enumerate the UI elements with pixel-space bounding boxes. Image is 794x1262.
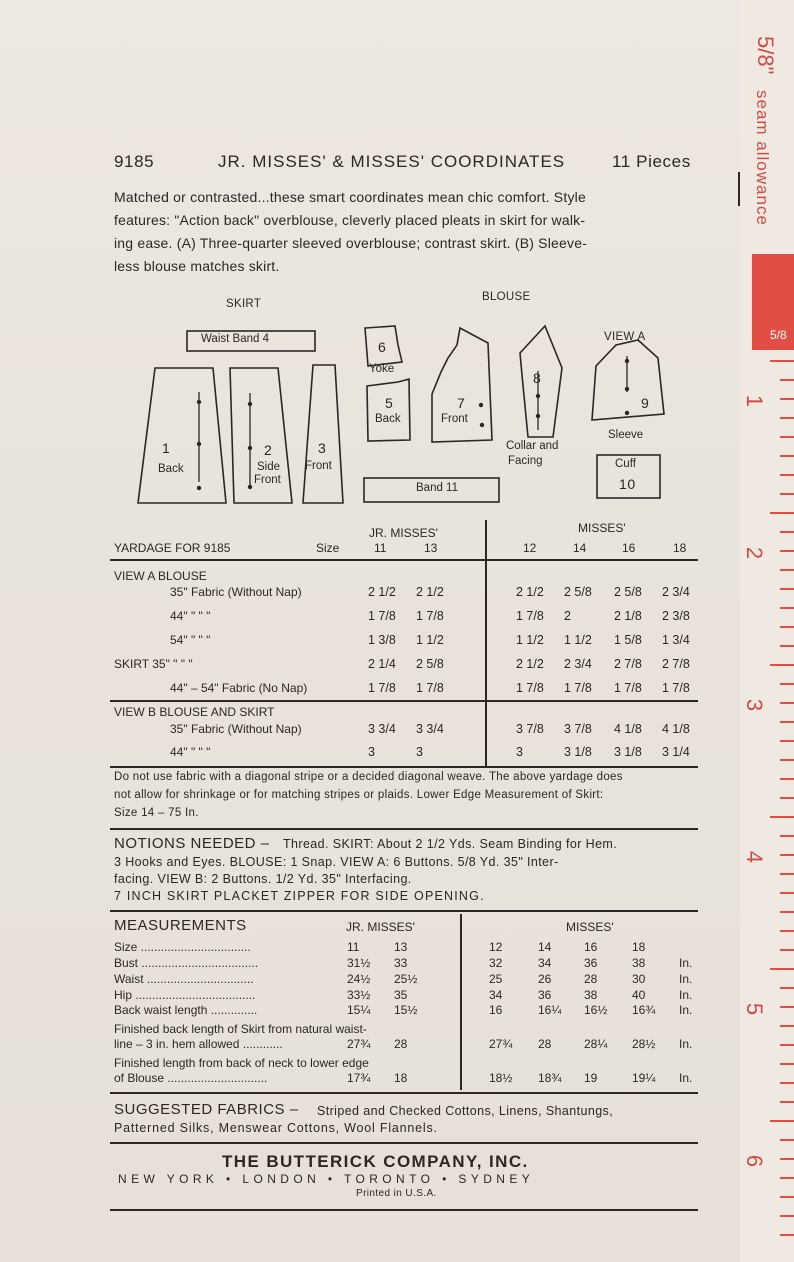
- piece-number: 5: [385, 395, 394, 411]
- measure-value: 16¾: [632, 1003, 656, 1017]
- ruler-number-3: 3: [742, 698, 768, 712]
- yardage-row-label: 35" Fabric (Without Nap): [170, 722, 302, 736]
- misses-heading: MISSES': [578, 521, 626, 535]
- measure-value: 13: [394, 940, 408, 954]
- ruler-tick: [780, 417, 794, 419]
- measure-value: 19: [584, 1071, 598, 1085]
- measurements-heading: MEASUREMENTS: [114, 917, 247, 934]
- ruler-tick: [780, 436, 794, 438]
- ruler-tick: [780, 892, 794, 894]
- measure-value: 16: [489, 1003, 503, 1017]
- measure-value: 25: [489, 972, 503, 986]
- size-header: 11: [374, 541, 387, 555]
- divider: [110, 910, 698, 912]
- measure-value: 28¼: [584, 1037, 608, 1051]
- yardage-value: 1 7/8: [516, 609, 544, 623]
- piece-number: 10: [619, 476, 636, 492]
- measure-unit: In.: [679, 1003, 693, 1017]
- ruler-tick: [780, 1177, 794, 1179]
- piece-label: Cuff: [615, 458, 636, 470]
- yardage-value: 3 3/4: [368, 722, 396, 736]
- ruler-tick: [780, 854, 794, 856]
- divider: [110, 1209, 698, 1211]
- piece-count: 11 Pieces: [612, 152, 691, 171]
- ruler-tick: [780, 588, 794, 590]
- skirt-front-piece: [303, 365, 343, 503]
- measure-unit: In.: [679, 956, 693, 970]
- piece-number: 6: [378, 339, 387, 355]
- measure-unit: In.: [679, 972, 693, 986]
- piece-label: Yoke: [369, 363, 395, 375]
- piece-label: Front: [305, 460, 332, 472]
- ruler-tick: [780, 949, 794, 951]
- ruler-tick: [780, 474, 794, 476]
- size-header: 12: [523, 541, 537, 555]
- piece-label: Side: [257, 461, 281, 473]
- piece-number: 1: [162, 440, 171, 456]
- section-title: VIEW B BLOUSE AND SKIRT: [114, 705, 275, 719]
- yardage-value: 1 5/8: [614, 633, 642, 647]
- measure-value: 33½: [347, 988, 371, 1002]
- ruler-number-4: 4: [742, 850, 768, 864]
- measure-value: 35: [394, 988, 408, 1002]
- view-a-label: VIEW A: [604, 331, 646, 343]
- yardage-value: 3: [416, 745, 423, 759]
- measure-value: 15½: [394, 1003, 418, 1017]
- piece-label: Front: [254, 474, 281, 486]
- company-cities: NEW YORK • LONDON • TORONTO • SYDNEY: [118, 1172, 535, 1186]
- printed-in: Printed in U.S.A.: [356, 1188, 437, 1199]
- divider: [110, 1142, 698, 1144]
- yardage-value: 2 7/8: [662, 657, 690, 671]
- measure-value: 24½: [347, 972, 371, 986]
- divider: [110, 766, 698, 768]
- yardage-row-label: 54" " " ": [170, 633, 211, 647]
- measure-value: 18¾: [538, 1071, 562, 1085]
- yardage-value: 3 3/4: [416, 722, 444, 736]
- ruler-tick: [770, 816, 794, 818]
- yardage-row-label: 44" " " ": [170, 745, 211, 759]
- measure-value: 16¼: [538, 1003, 562, 1017]
- yardage-value: 4 1/8: [614, 722, 642, 736]
- yardage-value: 2 3/8: [662, 609, 690, 623]
- finished-skirt-label: Finished back length of Skirt from natural waist-: [114, 1022, 367, 1036]
- ruler-tick: [770, 360, 794, 362]
- description-line: features: "Action back" overblouse, cleverly placed pleats in skirt for walk-: [114, 212, 586, 228]
- description-line: less blouse matches skirt.: [114, 258, 280, 274]
- ruler-tick: [780, 379, 794, 381]
- description-line: Matched or contrasted...these smart coordinates mean chic comfort. Style: [114, 189, 586, 205]
- piece-number: 2: [264, 442, 273, 458]
- ruler-tick: [770, 664, 794, 666]
- skirt-title: SKIRT: [226, 298, 262, 310]
- notions-line: 7 INCH SKIRT PLACKET ZIPPER FOR SIDE OPENING.: [114, 889, 485, 903]
- measure-value: 28: [538, 1037, 552, 1051]
- yardage-value: 2 1/2: [516, 657, 544, 671]
- measure-value: 19¼: [632, 1071, 656, 1085]
- yardage-value: 3 7/8: [516, 722, 544, 736]
- measure-label: Size .................................: [114, 940, 251, 954]
- measure-value: 14: [538, 940, 552, 954]
- measure-label: Bust ...................................: [114, 956, 259, 970]
- notions-line: Thread. SKIRT: About 2 1/2 Yds. Seam Binding for Hem.: [283, 837, 618, 851]
- yardage-value: 2 1/8: [614, 609, 642, 623]
- yardage-value: 2 5/8: [564, 585, 592, 599]
- ruler-number-6: 6: [742, 1154, 768, 1168]
- piece-number: 9: [641, 395, 650, 411]
- measure-value: 38: [584, 988, 598, 1002]
- measure-value: 12: [489, 940, 503, 954]
- yardage-value: 1 7/8: [416, 681, 444, 695]
- jr-misses-heading: JR. MISSES': [369, 526, 438, 540]
- size-header: 14: [573, 541, 587, 555]
- ruler-tick: [780, 1082, 794, 1084]
- measure-value: 34: [489, 988, 503, 1002]
- yardage-value: 3 1/8: [564, 745, 592, 759]
- ruler-tick: [780, 398, 794, 400]
- yardage-value: 3 1/8: [614, 745, 642, 759]
- ruler-tick: [780, 911, 794, 913]
- yardage-value: 1 1/2: [416, 633, 444, 647]
- measure-value: 34: [538, 956, 552, 970]
- measure-value: 28: [394, 1037, 408, 1051]
- yardage-value: 1 7/8: [564, 681, 592, 695]
- ruler-tick: [780, 797, 794, 799]
- piece-number: 3: [318, 440, 327, 456]
- yardage-title: YARDAGE FOR 9185: [114, 541, 231, 555]
- measure-value: 36: [584, 956, 598, 970]
- measure-value: 17¾: [347, 1071, 371, 1085]
- yardage-value: 3: [516, 745, 523, 759]
- measure-value: 25½: [394, 972, 418, 986]
- ruler-tick: [780, 550, 794, 552]
- yardage-value: 2: [564, 609, 571, 623]
- yardage-note: not allow for shrinkage or for matching stripes or plaids. Lower Edge Measurement of Skirt:: [114, 789, 604, 801]
- ruler-tick: [780, 1044, 794, 1046]
- yardage-value: 2 3/4: [564, 657, 592, 671]
- finished-blouse-label: of Blouse ..............................: [114, 1071, 268, 1085]
- yardage-value: 1 1/2: [516, 633, 544, 647]
- yardage-value: 1 7/8: [614, 681, 642, 695]
- measure-value: 26: [538, 972, 552, 986]
- piece-label: Sleeve: [608, 429, 644, 441]
- divider: [110, 700, 698, 702]
- ruler-tick: [780, 1215, 794, 1217]
- yardage-note: Do not use fabric with a diagonal stripe or a decided diagonal weave. The above yardage does: [114, 771, 623, 783]
- yardage-value: 2 1/2: [368, 585, 396, 599]
- ruler-number-5: 5: [742, 1002, 768, 1016]
- measure-divider: [460, 914, 462, 1090]
- sleeve-piece: [592, 340, 664, 420]
- ruler-tick: [780, 873, 794, 875]
- yardage-value: 2 1/2: [416, 585, 444, 599]
- ruler-tick: [780, 1139, 794, 1141]
- finished-skirt-label: line – 3 in. hem allowed ............: [114, 1037, 283, 1051]
- ruler-badge: 5/8: [770, 328, 787, 342]
- yardage-value: 2 1/2: [516, 585, 544, 599]
- ruler-tick: [780, 930, 794, 932]
- measure-value: 18½: [489, 1071, 513, 1085]
- measure-value: 38: [632, 956, 646, 970]
- fabrics-heading: SUGGESTED FABRICS –: [114, 1101, 299, 1118]
- measure-value: 27¾: [489, 1037, 513, 1051]
- section-title: VIEW A BLOUSE: [114, 569, 207, 583]
- yardage-value: 2 5/8: [614, 585, 642, 599]
- piece-label: Back: [158, 463, 184, 475]
- ruler-tick: [770, 1120, 794, 1122]
- ruler-tick: [780, 607, 794, 609]
- yardage-value: 4 1/8: [662, 722, 690, 736]
- jr-misses-heading: JR. MISSES': [346, 920, 415, 934]
- size-header: 13: [424, 541, 438, 555]
- ruler-tick: [770, 512, 794, 514]
- pattern-number: 9185: [114, 152, 155, 171]
- yardage-row-label: 44" " " ": [170, 609, 211, 623]
- piece-label: Band 11: [416, 482, 458, 494]
- ruler-tick: [780, 759, 794, 761]
- ruler-tick: [780, 1101, 794, 1103]
- piece-number: 7: [457, 395, 466, 411]
- table-divider: [485, 520, 487, 768]
- yardage-note: Size 14 – 75 In.: [114, 807, 199, 819]
- waist-band-label: Waist Band 4: [201, 333, 269, 345]
- pattern-title: JR. MISSES' & MISSES' COORDINATES: [218, 152, 566, 171]
- yardage-value: 3 7/8: [564, 722, 592, 736]
- yardage-value: 1 7/8: [368, 681, 396, 695]
- yardage-value: 2 5/8: [416, 657, 444, 671]
- ruler-tick: [780, 1063, 794, 1065]
- ruler-tick: [780, 1234, 794, 1236]
- ruler-tick: [780, 1196, 794, 1198]
- ruler-tick: [780, 702, 794, 704]
- size-label: Size: [316, 541, 340, 555]
- ruler-tick: [780, 531, 794, 533]
- measure-unit: In.: [679, 1037, 693, 1051]
- notions-line: 3 Hooks and Eyes. BLOUSE: 1 Snap. VIEW A: 6 Buttons. 5/8 Yd. 35" Inter-: [114, 855, 559, 869]
- ruler-tick: [780, 626, 794, 628]
- measure-value: 16: [584, 940, 598, 954]
- ruler-number-2: 2: [742, 546, 768, 560]
- measure-value: 27¾: [347, 1037, 371, 1051]
- ruler-tick: [780, 1025, 794, 1027]
- measure-value: 36: [538, 988, 552, 1002]
- piece-label: Back: [375, 413, 401, 425]
- yardage-row-label: SKIRT 35" " " ": [114, 657, 193, 671]
- pattern-pieces-diagram: [0, 0, 740, 520]
- measure-value: 40: [632, 988, 646, 1002]
- measure-value: 28½: [632, 1037, 656, 1051]
- measure-unit: In.: [679, 1071, 693, 1085]
- measure-value: 16½: [584, 1003, 608, 1017]
- ruler-tick: [780, 987, 794, 989]
- ruler-tick: [780, 569, 794, 571]
- measure-unit: In.: [679, 988, 693, 1002]
- divider: [110, 559, 698, 561]
- notions-heading: NOTIONS NEEDED –: [114, 835, 270, 852]
- measure-value: 32: [489, 956, 503, 970]
- blouse-title: BLOUSE: [482, 291, 531, 303]
- measure-label: Hip ....................................: [114, 988, 256, 1002]
- measure-label: Waist ................................: [114, 972, 254, 986]
- piece-number: 8: [533, 370, 542, 386]
- ruler-tick: [780, 778, 794, 780]
- divider: [110, 1092, 698, 1094]
- ruler-tick: [780, 645, 794, 647]
- yardage-row-label: 44" – 54" Fabric (No Nap): [170, 681, 308, 695]
- yardage-value: 2 7/8: [614, 657, 642, 671]
- yardage-value: 3 1/4: [662, 745, 690, 759]
- yardage-value: 1 3/8: [368, 633, 396, 647]
- piece-label: Front: [441, 413, 468, 425]
- measure-value: 28: [584, 972, 598, 986]
- ruler-tick: [780, 683, 794, 685]
- ruler-tick: [780, 740, 794, 742]
- company-name: THE BUTTERICK COMPANY, INC.: [222, 1152, 529, 1171]
- ruler-number-1: 1: [742, 394, 768, 408]
- measure-label: Back waist length ..............: [114, 1003, 258, 1017]
- yardage-value: 1 7/8: [368, 609, 396, 623]
- size-header: 18: [673, 541, 687, 555]
- yardage-value: 3: [368, 745, 375, 759]
- yardage-value: 1 7/8: [662, 681, 690, 695]
- measure-value: 18: [394, 1071, 408, 1085]
- yardage-value: 1 7/8: [416, 609, 444, 623]
- ruler-top-fraction: 5/8": [753, 36, 778, 75]
- measure-value: 11: [347, 940, 360, 954]
- divider: [110, 828, 698, 830]
- measure-value: 33: [394, 956, 408, 970]
- measure-value: 18: [632, 940, 646, 954]
- misses-heading: MISSES': [566, 920, 614, 934]
- piece-label: Collar and: [506, 440, 559, 452]
- skirt-back-piece: [138, 368, 226, 503]
- ruler-tick: [780, 721, 794, 723]
- yardage-value: 2 1/4: [368, 657, 396, 671]
- yardage-value: 1 7/8: [516, 681, 544, 695]
- fabrics-line: Striped and Checked Cottons, Linens, Shantungs,: [317, 1104, 614, 1118]
- finished-blouse-label: Finished length from back of neck to lower edge: [114, 1056, 369, 1070]
- yardage-value: 1 3/4: [662, 633, 690, 647]
- ruler-tick: [780, 1006, 794, 1008]
- yardage-value: 2 3/4: [662, 585, 690, 599]
- size-header: 16: [622, 541, 636, 555]
- fabrics-line: Patterned Silks, Menswear Cottons, Wool Flannels.: [114, 1121, 438, 1135]
- yardage-value: 1 1/2: [564, 633, 592, 647]
- measure-value: 15¼: [347, 1003, 371, 1017]
- ruler-tick: [780, 835, 794, 837]
- ruler-tick: [780, 1158, 794, 1160]
- notions-line: facing. VIEW B: 2 Buttons. 1/2 Yd. 35" Interfacing.: [114, 872, 412, 886]
- ruler-tick: [780, 455, 794, 457]
- ruler-tick: [780, 493, 794, 495]
- ruler-tick: [770, 968, 794, 970]
- measure-value: 30: [632, 972, 646, 986]
- piece-label: Facing: [508, 455, 543, 467]
- measure-value: 31½: [347, 956, 371, 970]
- ruler-label: seam allowance: [753, 90, 772, 226]
- yardage-row-label: 35" Fabric (Without Nap): [170, 585, 302, 599]
- description-line: ing ease. (A) Three-quarter sleeved overblouse; contrast skirt. (B) Sleeve-: [114, 235, 588, 251]
